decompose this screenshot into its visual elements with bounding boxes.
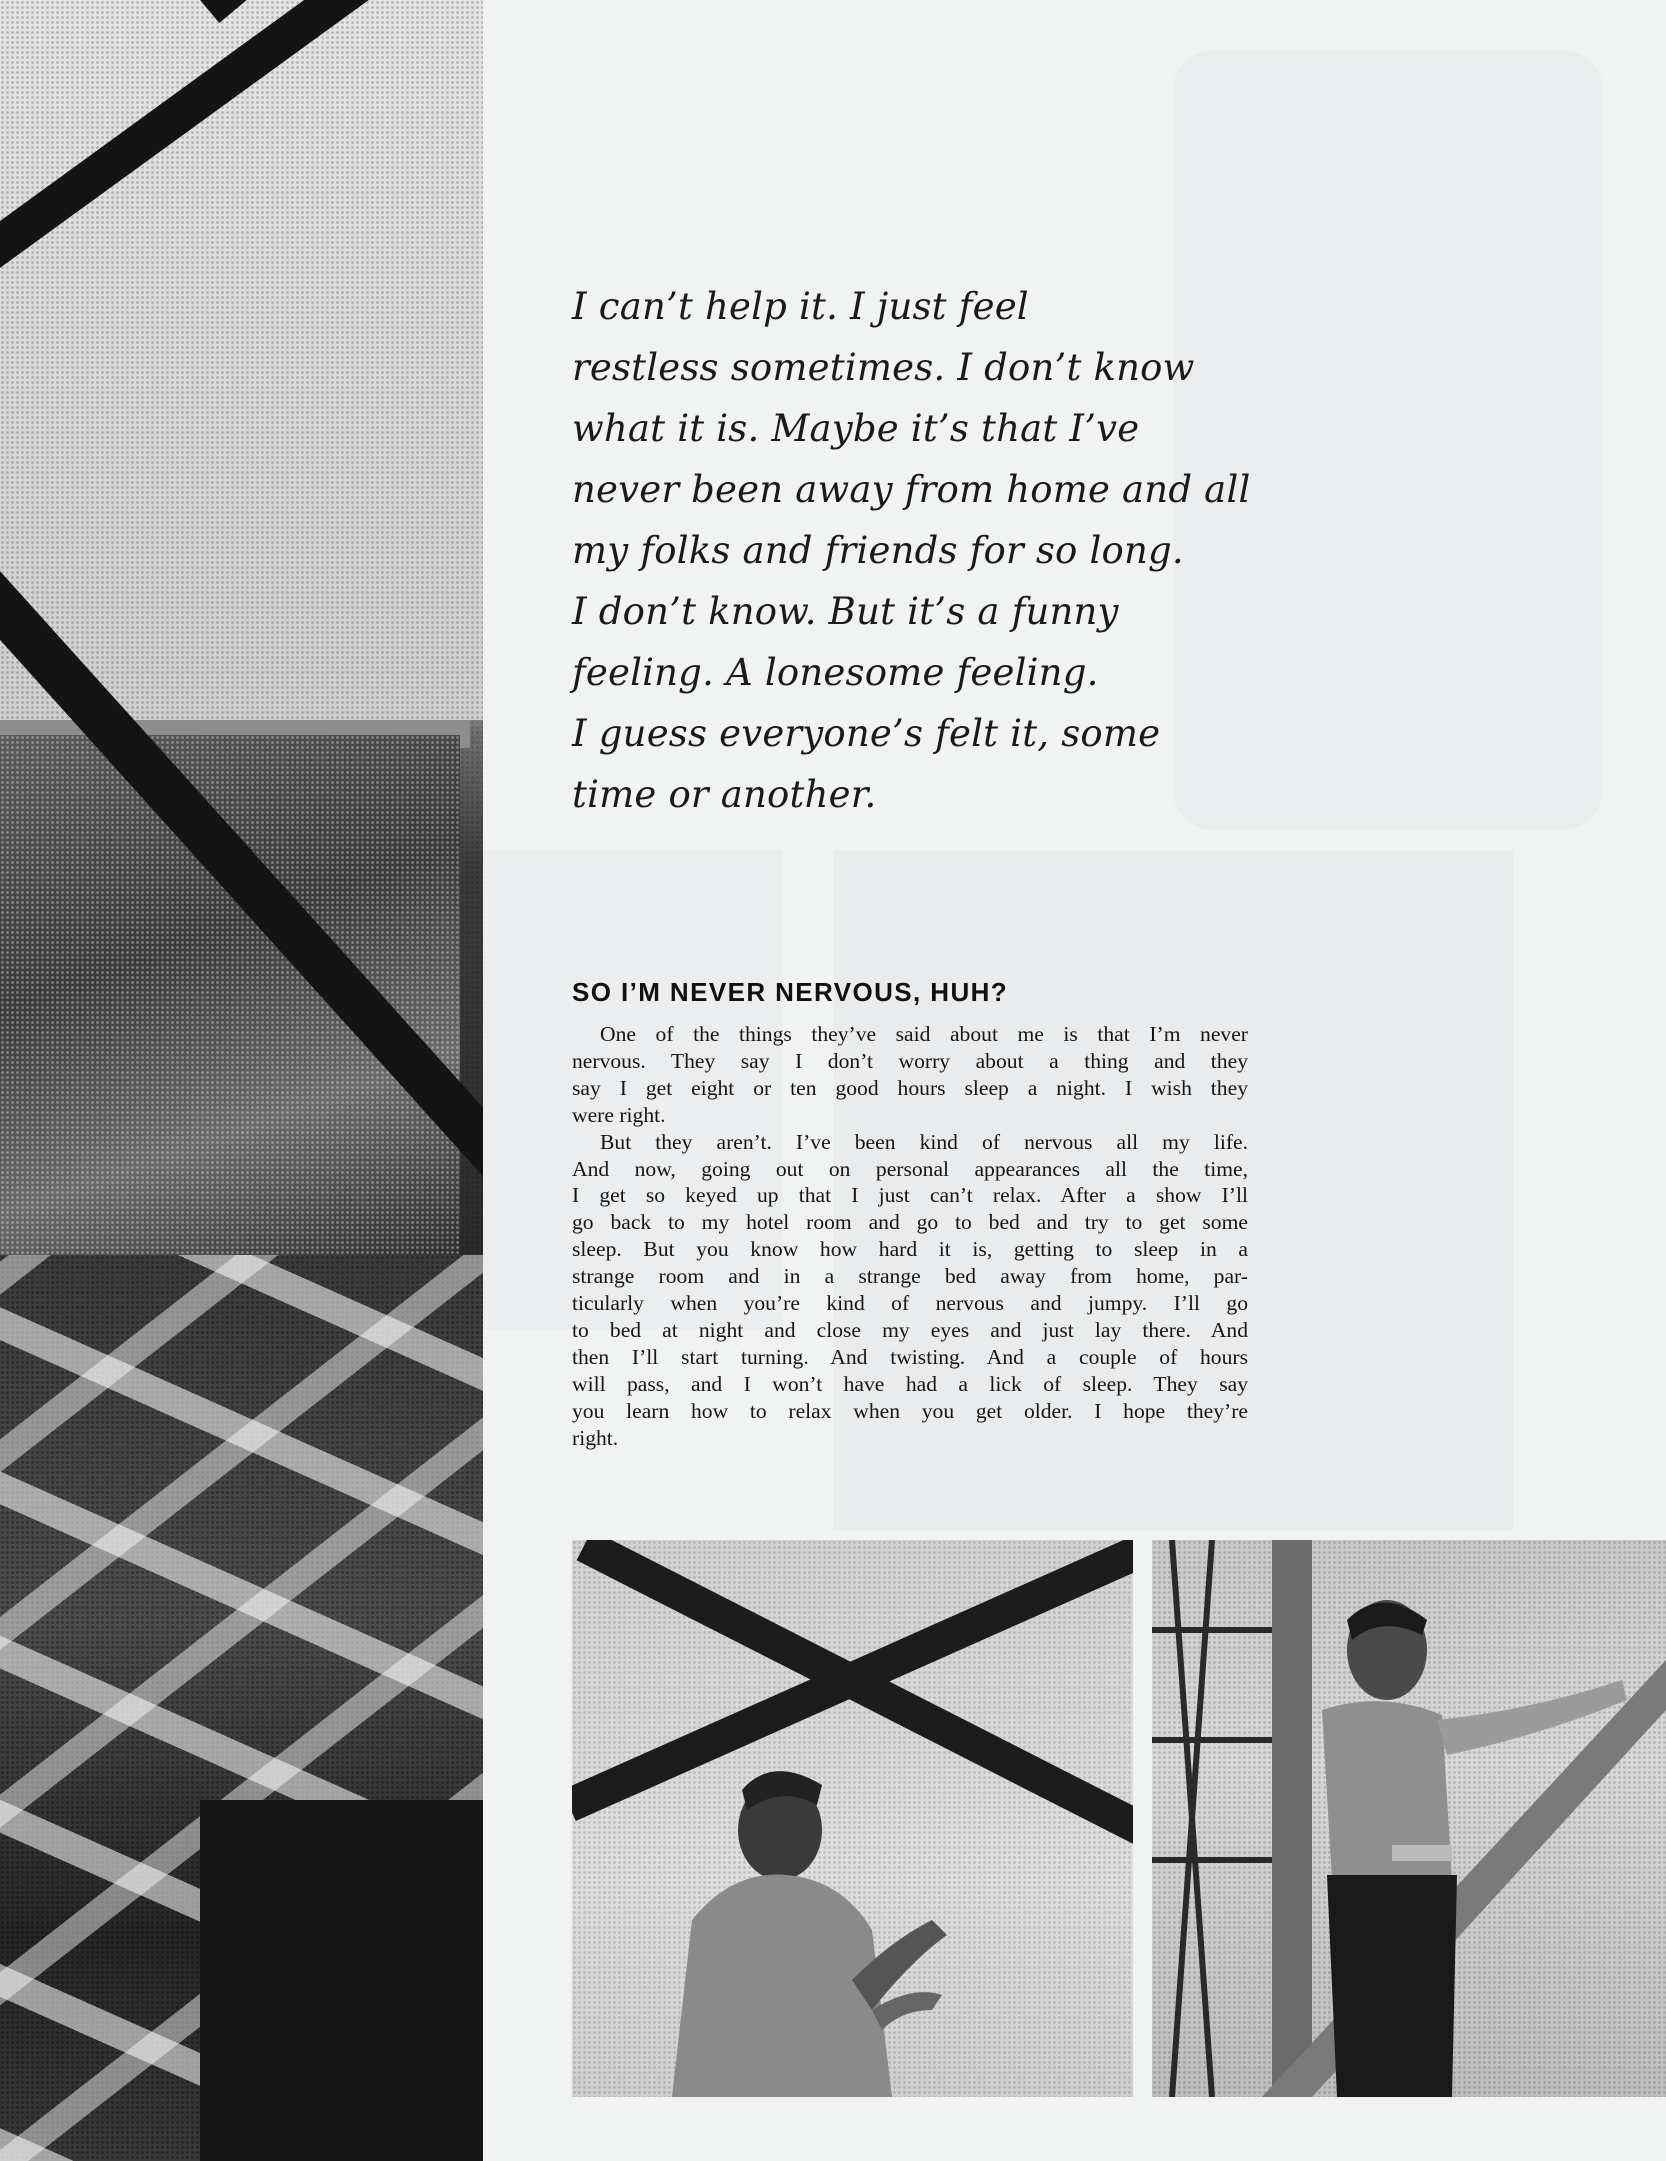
photo-shadow-block: [200, 1800, 483, 2161]
photo-structure: [1152, 1540, 1666, 2097]
rooftop-shadow-photo: [0, 0, 483, 2161]
article-line: were right.: [572, 1102, 666, 1127]
article-line: then I’ll start turning. And twisting. And a couple of hours: [572, 1344, 1248, 1369]
quote-line: what it is. Maybe it’s that I’ve: [572, 407, 1140, 450]
quote-line: feeling. A lonesome feeling.: [572, 651, 1099, 694]
quote-line: time or another.: [572, 773, 877, 816]
man-holding-pole-photo: [1152, 1540, 1666, 2097]
article-line: ticularly when you’re kind of nervous and jumpy. I’ll go: [572, 1291, 1248, 1316]
article-body: [572, 1021, 1248, 1452]
article-line: But they aren’t. I’ve been kind of nervous all my life.: [600, 1129, 1248, 1154]
article-line: to bed at night and close my eyes and just lay there. And: [572, 1317, 1248, 1342]
article-headline: SO I’M NEVER NERVOUS, HUH?: [572, 977, 1009, 1007]
pull-quote: [572, 276, 1272, 825]
article-line: right.: [572, 1425, 619, 1450]
article-line: nervous. They say I don’t worry about a thing and they: [572, 1048, 1248, 1073]
article-line: One of the things they’ve said about me is that I’m never: [600, 1022, 1248, 1046]
quote-line: restless sometimes. I don’t know: [572, 346, 1195, 389]
quote-line: my folks and friends for so long.: [572, 529, 1184, 572]
quote-line: I don’t know. But it’s a funny: [572, 590, 1119, 633]
article-line: strange room and in a strange bed away from home, par-: [572, 1264, 1248, 1289]
photo-figure: [572, 1540, 1133, 2097]
article-line: sleep. But you know how hard it is, getting to sleep in a: [572, 1237, 1248, 1262]
article-line: say I get eight or ten good hours sleep a night. I wish they: [572, 1075, 1248, 1100]
article-line: And now, going out on personal appearances all the time,: [572, 1156, 1248, 1181]
quote-line: I can’t help it. I just feel: [572, 285, 1029, 328]
quote-line: never been away from home and all: [572, 468, 1251, 511]
article-line: I get so keyed up that I just can’t relax. After a show I’ll: [572, 1183, 1248, 1208]
man-under-crossed-beams-photo: [572, 1540, 1133, 2097]
photo-cracked-wall: [0, 735, 460, 1255]
article-line: you learn how to relax when you get older. I hope they’re: [572, 1398, 1248, 1423]
article-line: go back to my hotel room and go to bed and try to get some: [572, 1210, 1248, 1235]
article-line: will pass, and I won’t have had a lick of sleep. They say: [572, 1371, 1248, 1396]
photo-sky: [0, 0, 483, 720]
quote-line: I guess everyone’s felt it, some: [572, 712, 1161, 755]
